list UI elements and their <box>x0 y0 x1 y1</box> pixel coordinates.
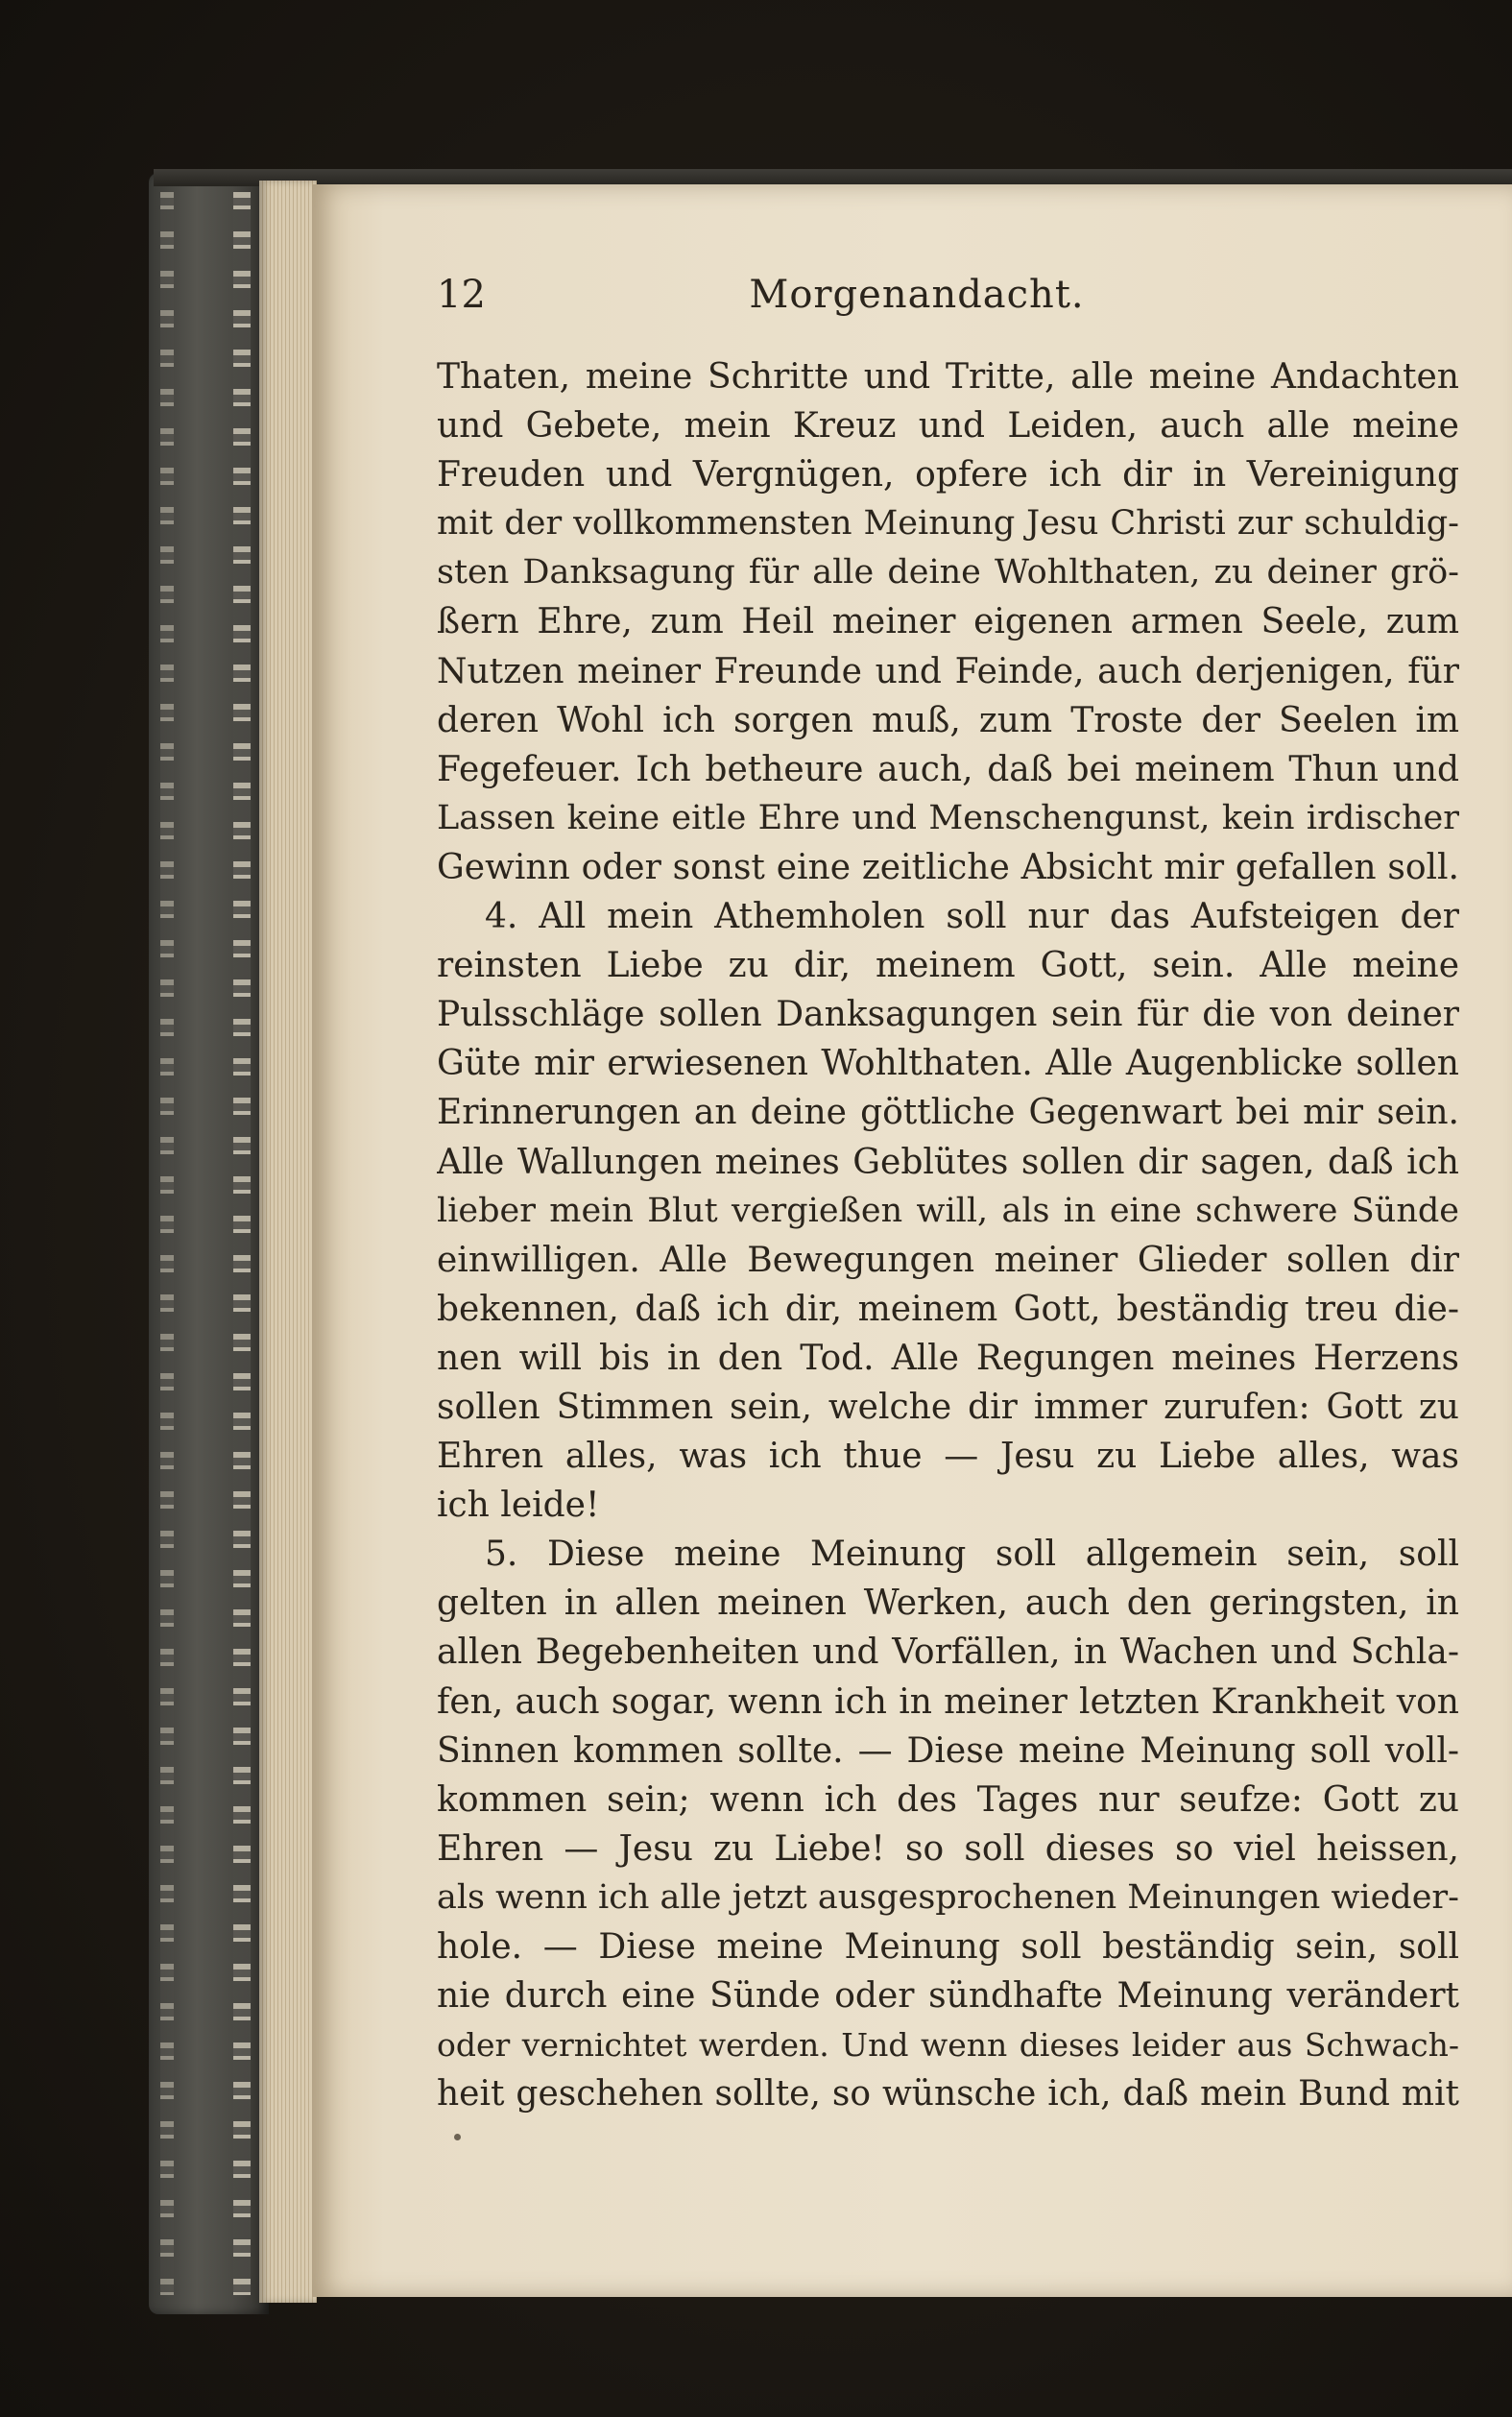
text-line: Freuden und Vergnügen, opfere ich dir in Vereinigung <box>437 455 1459 495</box>
text-line: allen Begebenheiten und Vorfällen, in Wachen und Schla- <box>437 1632 1459 1673</box>
body-text <box>437 352 1459 2118</box>
text-line: sollen Stimmen sein, welche dir immer zurufen: Gott zu <box>437 1387 1459 1427</box>
text-line: deren Wohl ich sorgen muß, zum Troste der Seelen im <box>437 700 1459 740</box>
text-line: mit der vollkommensten Meinung Jesu Christi zur schuldig- <box>437 504 1459 544</box>
spine-ornament <box>160 192 174 2295</box>
text-line: ßern Ehre, zum Heil meiner eigenen armen Seele, zum <box>437 602 1459 642</box>
text-line: einwilligen. Alle Bewegungen meiner Glieder sollen dir <box>437 1240 1459 1280</box>
text-line: heit geschehen sollte, so wünsche ich, daß mein Bund mit <box>437 2074 1459 2115</box>
text-line: Pulsschläge sollen Danksagungen sein für die von deiner <box>437 995 1459 1035</box>
text-line: sten Danksagung für alle deine Wohlthaten, zu deiner grö- <box>437 553 1459 592</box>
page-number: 12 <box>437 273 486 317</box>
text-line: bekennen, daß ich dir, meinem Gott, beständig treu die- <box>437 1289 1459 1329</box>
text-line: Ehren — Jesu zu Liebe! so soll dieses so viel heissen, <box>437 1828 1459 1869</box>
text-line: nie durch eine Sünde oder sündhafte Meinung verändert <box>437 1976 1459 2017</box>
text-line: reinsten Liebe zu dir, meinem Gott, sein. Alle meine <box>437 946 1459 986</box>
text-line: 4. All mein Athemholen soll nur das Aufsteigen der <box>485 897 1459 937</box>
text-line: als wenn ich alle jetzt ausgesprochenen Meinungen wieder- <box>437 1877 1459 1917</box>
page-header <box>437 273 1397 330</box>
running-head: Morgenandacht. <box>749 273 1085 317</box>
text-line: Erinnerungen an deine göttliche Gegenwart bei mir sein. <box>437 1093 1459 1133</box>
text-line: Sinnen kommen sollte. — Diese meine Meinung soll voll- <box>437 1730 1459 1771</box>
text-line: Ehren alles, was ich thue — Jesu zu Liebe alles, was <box>437 1437 1459 1477</box>
text-line: hole. — Diese meine Meinung soll beständig sein, soll <box>437 1927 1459 1967</box>
spine-ornament <box>233 192 251 2295</box>
text-line: gelten in allen meinen Werken, auch den geringsten, in <box>437 1583 1459 1624</box>
text-line: und Gebete, mein Kreuz und Leiden, auch alle meine <box>437 406 1459 447</box>
text-line: oder vernichtet werden. Und wenn dieses leider aus Schwach- <box>437 2026 1459 2065</box>
text-line: lieber mein Blut vergießen will, als in eine schwere Sünde <box>437 1191 1459 1230</box>
page-edges <box>259 181 317 2303</box>
text-line: ich leide! <box>437 1486 600 1526</box>
text-line: Thaten, meine Schritte und Tritte, alle meine Andachten <box>437 357 1459 397</box>
text-line: Lassen keine eitle Ehre und Menschengunst, kein irdischer <box>437 798 1459 837</box>
text-line: fen, auch sogar, wenn ich in meiner letzten Krankheit von <box>437 1681 1459 1722</box>
book-spine <box>149 173 269 2314</box>
text-line: nen will bis in den Tod. Alle Regungen meines Herzens <box>437 1338 1459 1378</box>
text-line: Nutzen meiner Freunde und Feinde, auch derjenigen, für <box>437 651 1459 691</box>
text-line: Gewinn oder sonst eine zeitliche Absicht mir gefallen soll. <box>437 847 1459 887</box>
ink-speck <box>454 2134 461 2140</box>
text-line: Alle Wallungen meines Geblütes sollen dir sagen, daß ich <box>437 1142 1459 1182</box>
text-line: kommen sein; wenn ich des Tages nur seufze: Gott zu <box>437 1779 1459 1820</box>
text-line: Güte mir erwiesenen Wohlthaten. Alle Augenblicke sollen <box>437 1044 1459 1084</box>
text-line: 5. Diese meine Meinung soll allgemein sein, soll <box>485 1535 1459 1575</box>
text-line: Fegefeuer. Ich betheure auch, daß bei meinem Thun und <box>437 749 1459 789</box>
book-page <box>312 184 1512 2297</box>
